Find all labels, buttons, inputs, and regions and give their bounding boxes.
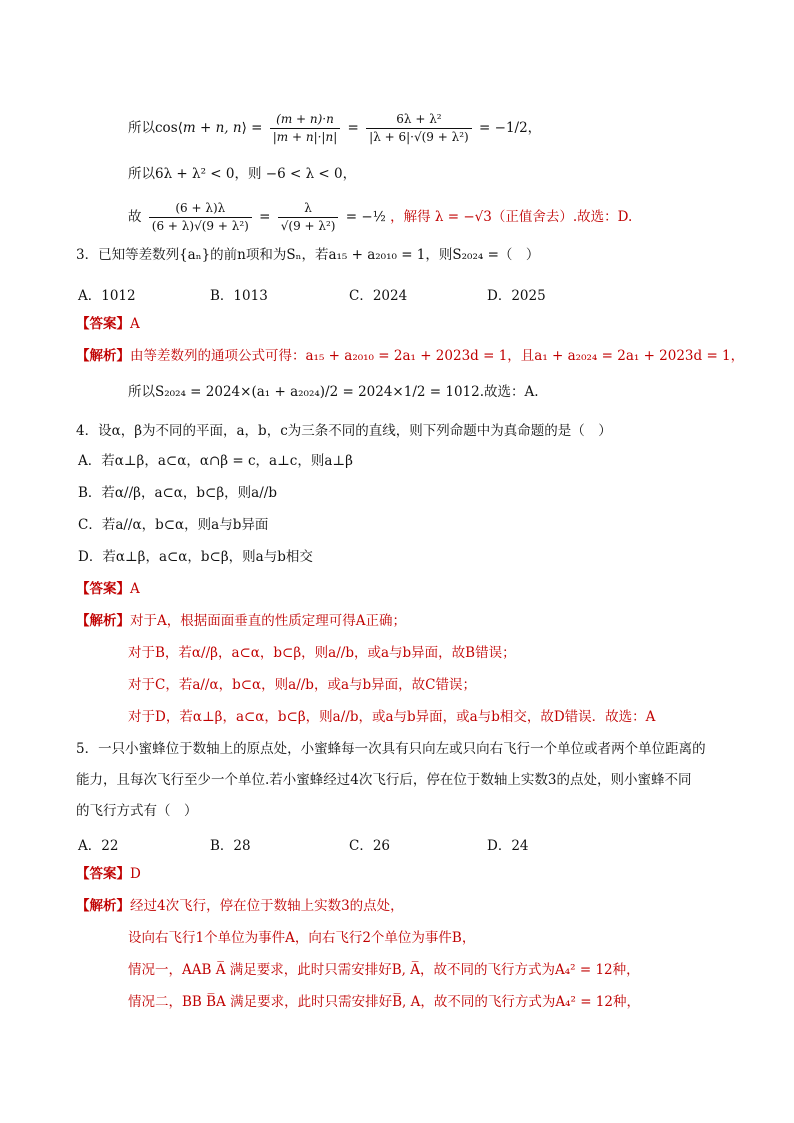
q3-option-c: C．2024	[349, 288, 408, 304]
inequality-line: 所以6λ + λ² < 0，则 −6 < λ < 0，	[128, 166, 357, 182]
q5-option-c: C．26	[349, 838, 391, 854]
q5-option-b: B．28	[210, 838, 251, 854]
solve-fraction-1: $\frac{(6 + \lambda)\lambda}{\text{(6 + λ)√(9 + λ²)}}$	[149, 201, 252, 234]
q5-stem-3: 的飞行方式有（ ）	[76, 803, 198, 819]
q5-option-d: D．24	[487, 838, 529, 854]
q4-option-c: C．若a//α，b⊂α，则a与b异面	[78, 517, 269, 533]
q4-stem: 4．设α，β为不同的平面，a，b，c为三条不同的直线，则下列命题中为真命题的是（ ）	[76, 423, 612, 439]
q5-stem-2: 能力，且每次飞行至少一个单位.若小蜜蜂经过4次飞行后，停在位于数轴上实数3的点处，则小蜜蜂不同	[76, 772, 692, 788]
q5-analysis-4: 情况二，BB B̅A 满足要求，此时只需安排好B̅, A，故不同的飞行方式为A₄² = 12种，	[128, 994, 640, 1010]
q4-option-d: D．若α⊥β，a⊂α，b⊂β，则a与b相交	[78, 549, 313, 565]
q4-analysis-4: 对于D，若α⊥β，a⊂α，b⊂β，则a//b，或a与b异面，或a与b相交，故D错误．故选：A	[128, 709, 656, 725]
q4-option-a: A．若α⊥β，a⊂α，α∩β = c，a⊥c，则a⊥β	[78, 453, 353, 469]
q5-analysis-2: 设向右飞行1个单位为事件A，向右飞行2个单位为事件B，	[128, 930, 476, 946]
q3-analysis-2: 所以S₂₀₂₄ = 2024×(a₁ + a₂₀₂₄)/2 = 2024×1/2 = 1012.故选：A.	[128, 384, 539, 400]
q5-analysis-1: 【解析】经过4次飞行，停在位于数轴上实数3的点处，	[76, 898, 404, 914]
solve-line: 故 $\frac{(6 + \lambda)\lambda}{\text{(6 + λ)√(9 + λ²)}}$ = $\frac{\lambda}{\text{√(9 + λ²)}}$ = −½ ，解得 λ = −√3（正值舍去）.故选：D.	[128, 201, 633, 233]
cos-fraction-1: $\frac{(m + n)\cdot n}{|m + n|\cdot|n|}$	[270, 112, 341, 145]
q3-analysis-1: 【解析】由等差数列的通项公式可得：a₁₅ + a₂₀₁₀ = 2a₁ + 2023d = 1，且a₁ + a₂₀₂₄ = 2a₁ + 2023d = 1，	[76, 348, 745, 364]
q5-stem-1: 5．一只小蜜蜂位于数轴上的原点处，小蜜蜂每一次具有只向左或只向右飞行一个单位或者两个单位距离的	[76, 741, 706, 757]
cos-prefix: 所以	[128, 120, 155, 136]
q5-answer: 【答案】D	[76, 866, 141, 882]
cos-formula-line: 所以cos⟨m + n, n⟩ = $\frac{(m + n)\cdot n}{|m + n|\cdot|n|}$ = $\frac{\text{6λ + λ²}}{\text{|λ + 6|·√(9 + λ²)}}$ = −1/2，	[128, 112, 542, 144]
q3-option-d: D．2025	[487, 288, 546, 304]
q3-answer: 【答案】A	[76, 316, 140, 332]
q4-answer: 【答案】A	[76, 581, 140, 597]
q3-stem: 3．已知等差数列{aₙ}的前n项和为Sₙ，若a₁₅ + a₂₀₁₀ = 1，则S₂₀₂₄ =（ ）	[76, 247, 540, 263]
solve-result: ，解得 λ = −√3（正值舍去）.故选：D.	[390, 209, 633, 225]
q5-analysis-3: 情况一，AAB A̅ 满足要求，此时只需安排好B, A̅，故不同的飞行方式为A₄² = 12种，	[128, 962, 640, 978]
q3-option-b: B．1013	[210, 288, 268, 304]
cos-fraction-2: $\frac{\text{6λ + λ²}}{\text{|λ + 6|·√(9 + λ²)}}$	[366, 112, 472, 145]
q4-analysis-1: 【解析】对于A，根据面面垂直的性质定理可得A正确；	[76, 613, 406, 629]
q5-option-a: A．22	[78, 838, 119, 854]
solve-fraction-2: $\frac{\lambda}{\text{√(9 + λ²)}}$	[278, 201, 339, 234]
q4-option-b: B．若α//β，a⊂α，b⊂β，则a//b	[78, 485, 277, 501]
q3-option-a: A．1012	[78, 288, 136, 304]
cos-result: = −1/2，	[479, 120, 542, 136]
q4-analysis-3: 对于C，若a//α，b⊂α，则a//b，或a与b异面，故C错误；	[128, 677, 476, 693]
q4-analysis-2: 对于B，若α//β，a⊂α，b⊂β，则a//b，或a与b异面，故B错误；	[128, 645, 516, 661]
